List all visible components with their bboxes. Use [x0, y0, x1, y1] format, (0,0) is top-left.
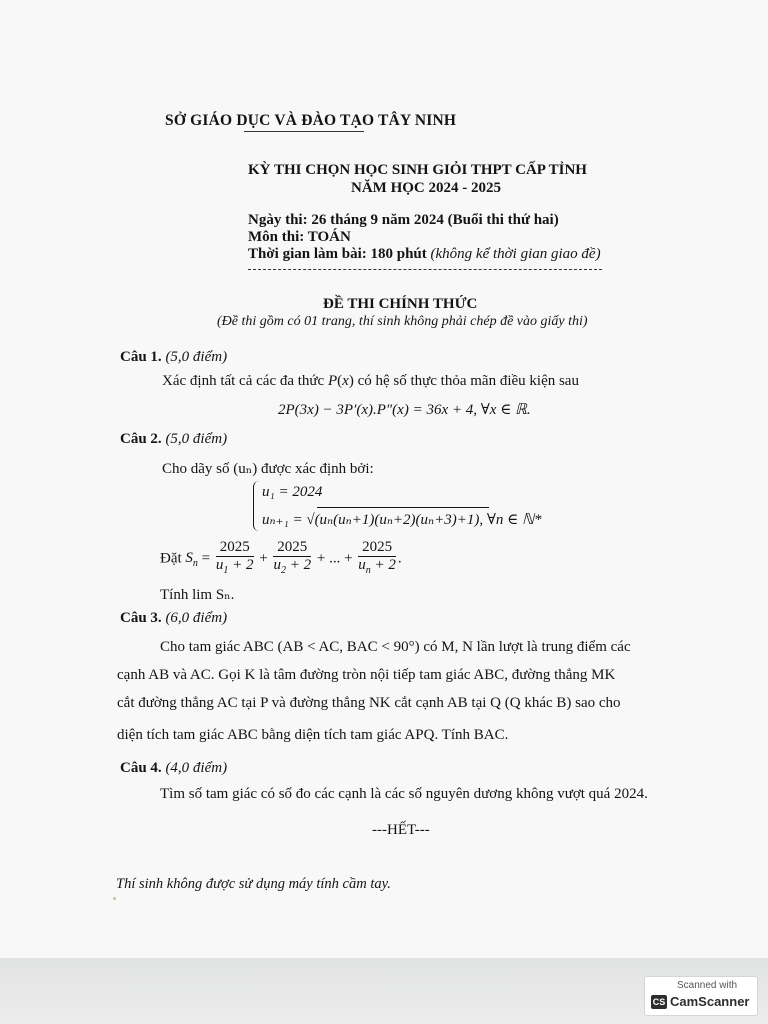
question-3-line-3: cắt đường thẳng AC tại P và đường thẳng NK cắt cạnh AB tại Q (Q khác B) sao cho	[117, 695, 621, 711]
duration-label: Thời gian làm bài: 180 phút	[248, 246, 427, 262]
question-1-formula: 2P(3x) − 3P′(x).P″(x) = 36x + 4, ∀x ∈ ℝ.	[278, 402, 531, 418]
question-4-heading	[120, 760, 227, 777]
paper-speck	[113, 897, 116, 900]
question-2-points: (5,0 điểm)	[165, 431, 228, 447]
question-3-line-2: cạnh AB và AC. Gọi K là tâm đường tròn nội tiếp tam giác ABC, đường thẳng MK	[117, 667, 616, 683]
set-word: Đặt	[160, 550, 182, 567]
duration-note: (không kể thời gian giao đề)	[430, 246, 601, 262]
exam-duration	[248, 246, 601, 263]
question-2-label: Câu 2.	[120, 431, 162, 447]
question-4-points: (4,0 điểm)	[165, 760, 228, 776]
question-1-text-a: Xác định tất cả các đa thức	[162, 373, 325, 389]
exam-title: KỲ THI CHỌN HỌC SINH GIỎI THPT CẤP TỈNH	[248, 162, 587, 178]
watermark-app-name: CamScanner	[670, 994, 750, 1009]
camscanner-watermark	[644, 976, 758, 1016]
question-2-text: Cho dãy số (uₙ) được xác định bởi:	[162, 461, 374, 477]
exam-subject: Môn thi: TOÁN	[248, 229, 351, 245]
question-4-label: Câu 4.	[120, 760, 162, 776]
exam-date: Ngày thi: 26 tháng 9 năm 2024 (Buổi thi thứ hai)	[248, 212, 559, 228]
limit-request: Tính lim Sₙ.	[160, 587, 235, 603]
official-exam-label: ĐỀ THI CHÍNH THỨC	[323, 296, 478, 312]
fraction-2: $\frac{2025}{u_2 + 2}$	[273, 539, 312, 576]
fraction-n: $\frac{2025}{u_n + 2}$	[358, 539, 396, 576]
system-brace	[253, 481, 262, 531]
watermark-caption: Scanned with	[677, 980, 738, 991]
department-name: SỞ GIÁO DỤC VÀ ĐÀO TẠO TÂY NINH	[165, 112, 457, 129]
official-exam-note: (Đề thi gồm có 01 trang, thí sinh không phải chép đề vào giấy thi)	[217, 314, 588, 329]
question-1-label: Câu 1.	[120, 349, 162, 365]
sqrt-overline	[317, 507, 489, 508]
sequence-recurrence: uₙ₊₁ = √(uₙ(uₙ+1)(uₙ+2)(uₙ+3)+1), ∀n ∈ ℕ*	[262, 512, 542, 528]
question-3-points: (6,0 điểm)	[165, 610, 228, 626]
question-2-heading	[120, 431, 227, 448]
question-3-heading	[120, 610, 227, 627]
footer-note: Thí sinh không được sử dụng máy tính cầm tay.	[116, 876, 391, 892]
sum-definition: Đặt $S_n$ = $\frac{2025}{u_1 + 2}$ + $\frac{2025}{u_2 + 2}$ + ... + $\frac{2025}{u_n + 2}$ .	[160, 539, 402, 579]
sequence-initial: u₁ = 2024	[262, 484, 323, 500]
question-4-text: Tìm số tam giác có số đo các cạnh là các số nguyên dương không vượt quá 2024.	[160, 786, 648, 802]
question-3-line-1: Cho tam giác ABC (AB < AC, BAC < 90°) có M, N lần lượt là trung điểm các	[160, 639, 631, 655]
polynomial-symbol: P	[327, 373, 338, 389]
question-1-text-b: có hệ số thực thỏa mãn điều kiện sau	[357, 373, 579, 389]
department-underline	[244, 131, 364, 132]
end-mark: ---HẾT---	[372, 822, 430, 838]
question-3-line-4: diện tích tam giác ABC bằng diện tích tam giác APQ. Tính BAC.	[117, 727, 509, 743]
question-1-text: Xác định tất cả các đa thức P(x) có hệ số thực thỏa mãn điều kiện sau	[162, 373, 579, 389]
school-year: NĂM HỌC 2024 - 2025	[351, 180, 501, 196]
question-1-heading	[120, 349, 227, 366]
camscanner-logo-icon: CS	[652, 997, 666, 1007]
fraction-1: $\frac{2025}{u_1 + 2}$	[215, 539, 254, 576]
question-1-points: (5,0 điểm)	[165, 349, 228, 365]
question-3-label: Câu 3.	[120, 610, 162, 626]
header-divider	[248, 269, 602, 270]
